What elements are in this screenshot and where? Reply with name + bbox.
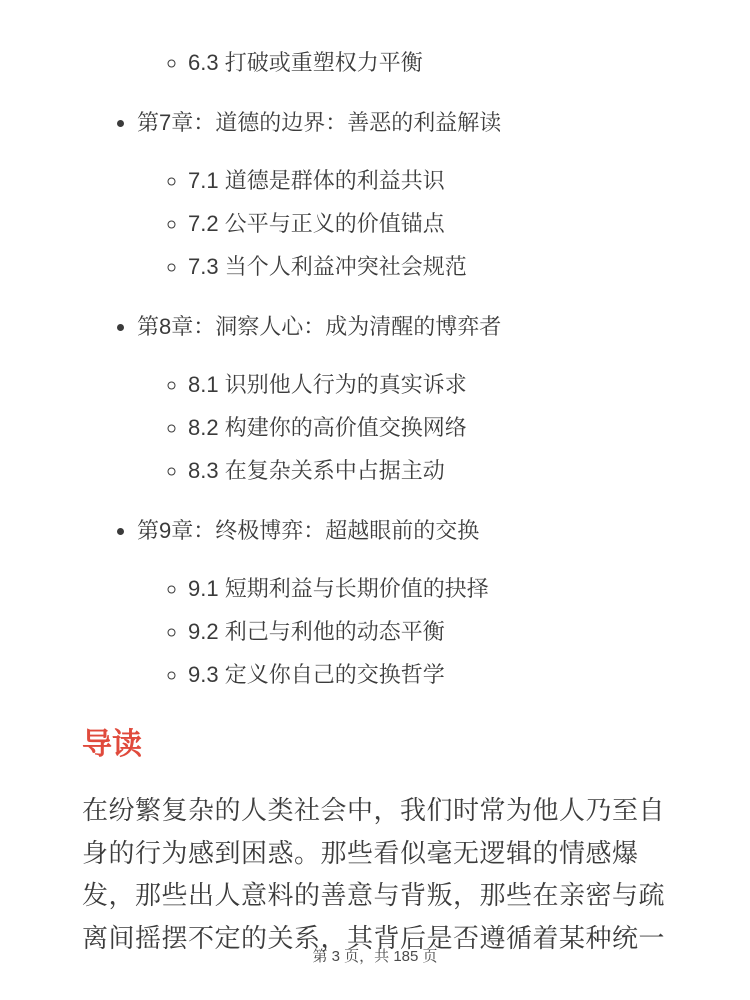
toc-item-6-3: ◦ 6.3 打破或重塑权力平衡 <box>188 46 750 79</box>
toc-chapter-8-title: 第8章：洞察人心：成为清醒的博弈者 <box>137 314 502 339</box>
toc-item-7-3: ◦ 7.3 当个人利益冲突社会规范 <box>188 250 750 283</box>
toc-item-9-2: ◦ 9.2 利己与利他的动态平衡 <box>188 615 750 648</box>
section-heading-intro: 导读 <box>82 728 142 761</box>
paragraph-line-1: 在纷繁复杂的人类社会中，我们时常为他人乃至自 <box>82 795 666 825</box>
intro-paragraph <box>82 789 674 959</box>
toc-item-8-3: ◦ 8.3 在复杂关系中占据主动 <box>188 454 750 487</box>
toc-item-7-1: ◦ 7.1 道德是群体的利益共识 <box>188 164 750 197</box>
toc-chapter-7-title: 第7章：道德的边界：善恶的利益解读 <box>137 110 502 135</box>
page-footer <box>0 948 750 966</box>
toc-sublist-chapter7 <box>137 164 750 283</box>
toc-item-9-1: ◦ 9.1 短期利益与长期价值的抉择 <box>188 572 750 605</box>
toc-chapter-9-title: 第9章：终极博弈：超越眼前的交换 <box>137 518 480 543</box>
toc-item-8-2: ◦ 8.2 构建你的高价值交换网络 <box>188 411 750 444</box>
paragraph-line-3: 发，那些出人意料的善意与背叛，那些在亲密与疏 <box>82 880 666 910</box>
paragraph-line-4: 离间摇摆不定的关系，其背后是否遵循着某种统一 <box>82 922 666 953</box>
toc-item-8-1: ◦ 8.1 识别他人行为的真实诉求 <box>188 368 750 401</box>
toc-chapter-list <box>0 106 750 691</box>
paragraph-line-2: 身的行为感到困惑。那些看似毫无逻辑的情感爆 <box>82 837 639 868</box>
page-indicator: 第 3 页，共 185 页 <box>312 948 438 965</box>
toc-chapter-7 <box>137 106 750 283</box>
toc-chapter-9 <box>137 514 750 691</box>
toc-sublist-chapter9 <box>137 572 750 691</box>
toc-sublist-chapter8 <box>137 368 750 487</box>
toc-chapter-8 <box>137 310 750 487</box>
toc-sublist-chapter6 <box>0 46 750 79</box>
toc-item-7-2: ◦ 7.2 公平与正义的价值锚点 <box>188 207 750 240</box>
toc-item-9-3: ◦ 9.3 定义你自己的交换哲学 <box>188 658 750 691</box>
